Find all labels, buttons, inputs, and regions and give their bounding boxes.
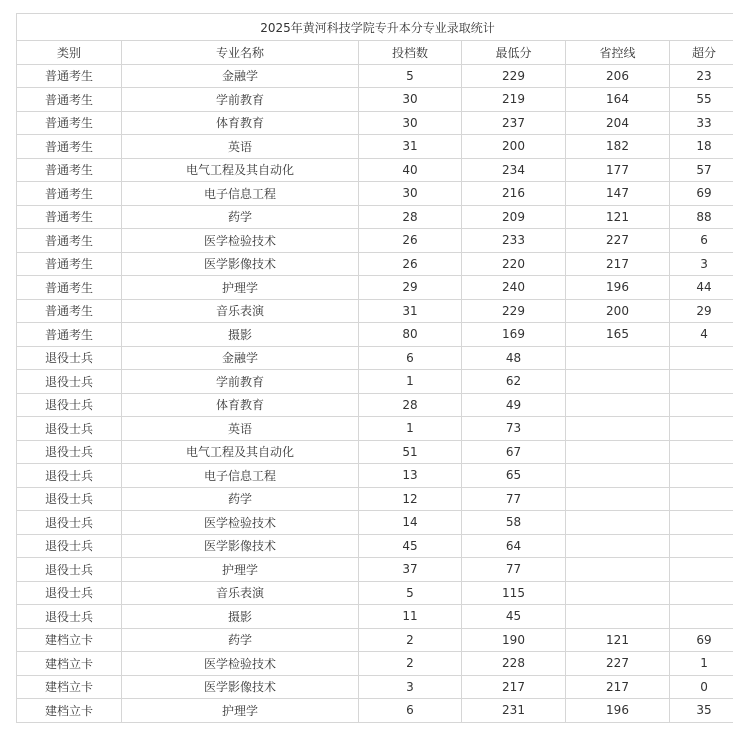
cell-min-score: 231 bbox=[462, 699, 566, 723]
cell-control-line: 177 bbox=[566, 158, 670, 182]
cell-min-score: 220 bbox=[462, 252, 566, 276]
cell-control-line: 121 bbox=[566, 205, 670, 229]
cell-category: 退役士兵 bbox=[17, 393, 122, 417]
table-row bbox=[17, 135, 733, 159]
table-row bbox=[17, 346, 733, 370]
header-major: 专业名称 bbox=[122, 41, 359, 65]
cell-submitted: 31 bbox=[359, 135, 462, 159]
header-control-line: 省控线 bbox=[566, 41, 670, 65]
cell-category: 退役士兵 bbox=[17, 440, 122, 464]
cell-major: 医学影像技术 bbox=[122, 534, 359, 558]
cell-submitted: 51 bbox=[359, 440, 462, 464]
table-row bbox=[17, 229, 733, 253]
cell-control-line bbox=[566, 346, 670, 370]
cell-submitted: 28 bbox=[359, 393, 462, 417]
cell-category: 退役士兵 bbox=[17, 417, 122, 441]
table-row bbox=[17, 205, 733, 229]
cell-over-score bbox=[670, 534, 733, 558]
cell-submitted: 80 bbox=[359, 323, 462, 347]
cell-control-line: 196 bbox=[566, 699, 670, 723]
cell-major: 音乐表演 bbox=[122, 581, 359, 605]
cell-major: 电子信息工程 bbox=[122, 182, 359, 206]
cell-major: 音乐表演 bbox=[122, 299, 359, 323]
cell-control-line: 217 bbox=[566, 675, 670, 699]
cell-over-score: 0 bbox=[670, 675, 733, 699]
cell-category: 建档立卡 bbox=[17, 699, 122, 723]
header-row bbox=[17, 41, 733, 65]
cell-control-line bbox=[566, 370, 670, 394]
cell-control-line: 200 bbox=[566, 299, 670, 323]
cell-over-score bbox=[670, 464, 733, 488]
cell-over-score: 4 bbox=[670, 323, 733, 347]
cell-over-score bbox=[670, 605, 733, 629]
cell-major: 医学检验技术 bbox=[122, 652, 359, 676]
cell-min-score: 77 bbox=[462, 558, 566, 582]
cell-control-line: 121 bbox=[566, 628, 670, 652]
cell-min-score: 200 bbox=[462, 135, 566, 159]
cell-submitted: 1 bbox=[359, 417, 462, 441]
cell-major: 护理学 bbox=[122, 558, 359, 582]
cell-control-line bbox=[566, 487, 670, 511]
cell-category: 普通考生 bbox=[17, 252, 122, 276]
cell-category: 普通考生 bbox=[17, 111, 122, 135]
table-row bbox=[17, 111, 733, 135]
cell-over-score: 18 bbox=[670, 135, 733, 159]
cell-min-score: 237 bbox=[462, 111, 566, 135]
cell-control-line bbox=[566, 440, 670, 464]
cell-over-score bbox=[670, 370, 733, 394]
cell-over-score: 88 bbox=[670, 205, 733, 229]
cell-submitted: 29 bbox=[359, 276, 462, 300]
table-row bbox=[17, 393, 733, 417]
cell-category: 普通考生 bbox=[17, 276, 122, 300]
cell-submitted: 1 bbox=[359, 370, 462, 394]
cell-major: 摄影 bbox=[122, 605, 359, 629]
cell-control-line bbox=[566, 417, 670, 441]
cell-min-score: 58 bbox=[462, 511, 566, 535]
cell-category: 普通考生 bbox=[17, 135, 122, 159]
cell-control-line: 227 bbox=[566, 229, 670, 253]
cell-major: 体育教育 bbox=[122, 393, 359, 417]
cell-submitted: 12 bbox=[359, 487, 462, 511]
cell-submitted: 11 bbox=[359, 605, 462, 629]
cell-major: 学前教育 bbox=[122, 88, 359, 112]
cell-major: 药学 bbox=[122, 487, 359, 511]
cell-over-score: 69 bbox=[670, 628, 733, 652]
cell-category: 普通考生 bbox=[17, 205, 122, 229]
cell-over-score bbox=[670, 393, 733, 417]
cell-min-score: 233 bbox=[462, 229, 566, 253]
cell-submitted: 37 bbox=[359, 558, 462, 582]
cell-over-score bbox=[670, 417, 733, 441]
cell-control-line: 164 bbox=[566, 88, 670, 112]
cell-min-score: 209 bbox=[462, 205, 566, 229]
cell-over-score bbox=[670, 558, 733, 582]
cell-category: 普通考生 bbox=[17, 88, 122, 112]
cell-min-score: 216 bbox=[462, 182, 566, 206]
cell-over-score: 57 bbox=[670, 158, 733, 182]
table-row bbox=[17, 628, 733, 652]
cell-min-score: 67 bbox=[462, 440, 566, 464]
cell-control-line bbox=[566, 534, 670, 558]
table-row bbox=[17, 464, 733, 488]
cell-min-score: 234 bbox=[462, 158, 566, 182]
cell-major: 护理学 bbox=[122, 276, 359, 300]
cell-major: 学前教育 bbox=[122, 370, 359, 394]
cell-over-score: 29 bbox=[670, 299, 733, 323]
cell-over-score: 33 bbox=[670, 111, 733, 135]
cell-category: 建档立卡 bbox=[17, 628, 122, 652]
cell-major: 医学检验技术 bbox=[122, 229, 359, 253]
title-row bbox=[17, 14, 733, 41]
table-row bbox=[17, 581, 733, 605]
cell-over-score bbox=[670, 487, 733, 511]
cell-control-line: 182 bbox=[566, 135, 670, 159]
table-body bbox=[17, 64, 733, 722]
cell-category: 退役士兵 bbox=[17, 511, 122, 535]
header-min-score: 最低分 bbox=[462, 41, 566, 65]
table-row bbox=[17, 440, 733, 464]
cell-submitted: 5 bbox=[359, 64, 462, 88]
cell-min-score: 169 bbox=[462, 323, 566, 347]
cell-submitted: 28 bbox=[359, 205, 462, 229]
cell-major: 英语 bbox=[122, 135, 359, 159]
cell-major: 药学 bbox=[122, 205, 359, 229]
cell-major: 护理学 bbox=[122, 699, 359, 723]
cell-category: 退役士兵 bbox=[17, 605, 122, 629]
cell-submitted: 2 bbox=[359, 628, 462, 652]
table-row bbox=[17, 276, 733, 300]
cell-submitted: 13 bbox=[359, 464, 462, 488]
cell-submitted: 5 bbox=[359, 581, 462, 605]
cell-over-score bbox=[670, 511, 733, 535]
cell-min-score: 77 bbox=[462, 487, 566, 511]
cell-control-line bbox=[566, 605, 670, 629]
cell-major: 金融学 bbox=[122, 346, 359, 370]
cell-min-score: 219 bbox=[462, 88, 566, 112]
cell-min-score: 228 bbox=[462, 652, 566, 676]
cell-control-line bbox=[566, 558, 670, 582]
table-row bbox=[17, 534, 733, 558]
cell-over-score bbox=[670, 346, 733, 370]
header-category: 类别 bbox=[17, 41, 122, 65]
table-row bbox=[17, 323, 733, 347]
cell-category: 普通考生 bbox=[17, 158, 122, 182]
cell-category: 退役士兵 bbox=[17, 581, 122, 605]
cell-submitted: 40 bbox=[359, 158, 462, 182]
cell-major: 金融学 bbox=[122, 64, 359, 88]
cell-category: 退役士兵 bbox=[17, 558, 122, 582]
cell-major: 医学影像技术 bbox=[122, 252, 359, 276]
cell-control-line: 227 bbox=[566, 652, 670, 676]
cell-min-score: 48 bbox=[462, 346, 566, 370]
cell-min-score: 229 bbox=[462, 299, 566, 323]
cell-min-score: 65 bbox=[462, 464, 566, 488]
table-row bbox=[17, 417, 733, 441]
cell-min-score: 62 bbox=[462, 370, 566, 394]
cell-over-score: 44 bbox=[670, 276, 733, 300]
cell-category: 建档立卡 bbox=[17, 652, 122, 676]
table-row bbox=[17, 511, 733, 535]
cell-category: 普通考生 bbox=[17, 299, 122, 323]
cell-major: 电子信息工程 bbox=[122, 464, 359, 488]
cell-control-line bbox=[566, 393, 670, 417]
cell-min-score: 190 bbox=[462, 628, 566, 652]
cell-major: 英语 bbox=[122, 417, 359, 441]
cell-min-score: 240 bbox=[462, 276, 566, 300]
table-row bbox=[17, 652, 733, 676]
cell-submitted: 2 bbox=[359, 652, 462, 676]
header-submitted: 投档数 bbox=[359, 41, 462, 65]
cell-submitted: 30 bbox=[359, 111, 462, 135]
cell-major: 摄影 bbox=[122, 323, 359, 347]
cell-submitted: 45 bbox=[359, 534, 462, 558]
cell-min-score: 49 bbox=[462, 393, 566, 417]
table-row bbox=[17, 487, 733, 511]
cell-control-line: 217 bbox=[566, 252, 670, 276]
cell-min-score: 115 bbox=[462, 581, 566, 605]
cell-major: 医学检验技术 bbox=[122, 511, 359, 535]
table-row bbox=[17, 299, 733, 323]
cell-submitted: 26 bbox=[359, 252, 462, 276]
cell-control-line bbox=[566, 464, 670, 488]
table-row bbox=[17, 252, 733, 276]
table-row bbox=[17, 88, 733, 112]
cell-over-score: 3 bbox=[670, 252, 733, 276]
cell-min-score: 64 bbox=[462, 534, 566, 558]
cell-major: 医学影像技术 bbox=[122, 675, 359, 699]
table-row bbox=[17, 699, 733, 723]
cell-control-line: 204 bbox=[566, 111, 670, 135]
cell-category: 退役士兵 bbox=[17, 370, 122, 394]
cell-category: 普通考生 bbox=[17, 64, 122, 88]
cell-submitted: 3 bbox=[359, 675, 462, 699]
cell-submitted: 6 bbox=[359, 346, 462, 370]
cell-over-score: 35 bbox=[670, 699, 733, 723]
cell-category: 普通考生 bbox=[17, 323, 122, 347]
cell-over-score: 69 bbox=[670, 182, 733, 206]
cell-category: 退役士兵 bbox=[17, 534, 122, 558]
table-row bbox=[17, 675, 733, 699]
cell-control-line bbox=[566, 511, 670, 535]
cell-submitted: 30 bbox=[359, 88, 462, 112]
cell-category: 建档立卡 bbox=[17, 675, 122, 699]
cell-min-score: 73 bbox=[462, 417, 566, 441]
cell-over-score: 6 bbox=[670, 229, 733, 253]
cell-over-score bbox=[670, 581, 733, 605]
table-row bbox=[17, 158, 733, 182]
cell-over-score bbox=[670, 440, 733, 464]
cell-min-score: 45 bbox=[462, 605, 566, 629]
admission-table bbox=[16, 13, 733, 723]
cell-control-line: 147 bbox=[566, 182, 670, 206]
cell-control-line: 206 bbox=[566, 64, 670, 88]
cell-over-score: 55 bbox=[670, 88, 733, 112]
table-row bbox=[17, 182, 733, 206]
cell-category: 普通考生 bbox=[17, 229, 122, 253]
cell-submitted: 30 bbox=[359, 182, 462, 206]
cell-submitted: 14 bbox=[359, 511, 462, 535]
cell-over-score: 23 bbox=[670, 64, 733, 88]
cell-control-line bbox=[566, 581, 670, 605]
table-row bbox=[17, 605, 733, 629]
cell-control-line: 165 bbox=[566, 323, 670, 347]
table-row bbox=[17, 370, 733, 394]
cell-major: 体育教育 bbox=[122, 111, 359, 135]
cell-category: 退役士兵 bbox=[17, 464, 122, 488]
cell-category: 普通考生 bbox=[17, 182, 122, 206]
cell-major: 电气工程及其自动化 bbox=[122, 440, 359, 464]
cell-min-score: 217 bbox=[462, 675, 566, 699]
cell-category: 退役士兵 bbox=[17, 487, 122, 511]
cell-submitted: 31 bbox=[359, 299, 462, 323]
cell-over-score: 1 bbox=[670, 652, 733, 676]
cell-major: 药学 bbox=[122, 628, 359, 652]
cell-category: 退役士兵 bbox=[17, 346, 122, 370]
cell-major: 电气工程及其自动化 bbox=[122, 158, 359, 182]
table-title: 2025年黄河科技学院专升本分专业录取统计 bbox=[17, 14, 733, 41]
table-row bbox=[17, 558, 733, 582]
table-row bbox=[17, 64, 733, 88]
header-over-score: 超分 bbox=[670, 41, 733, 65]
cell-submitted: 26 bbox=[359, 229, 462, 253]
cell-min-score: 229 bbox=[462, 64, 566, 88]
cell-control-line: 196 bbox=[566, 276, 670, 300]
cell-submitted: 6 bbox=[359, 699, 462, 723]
